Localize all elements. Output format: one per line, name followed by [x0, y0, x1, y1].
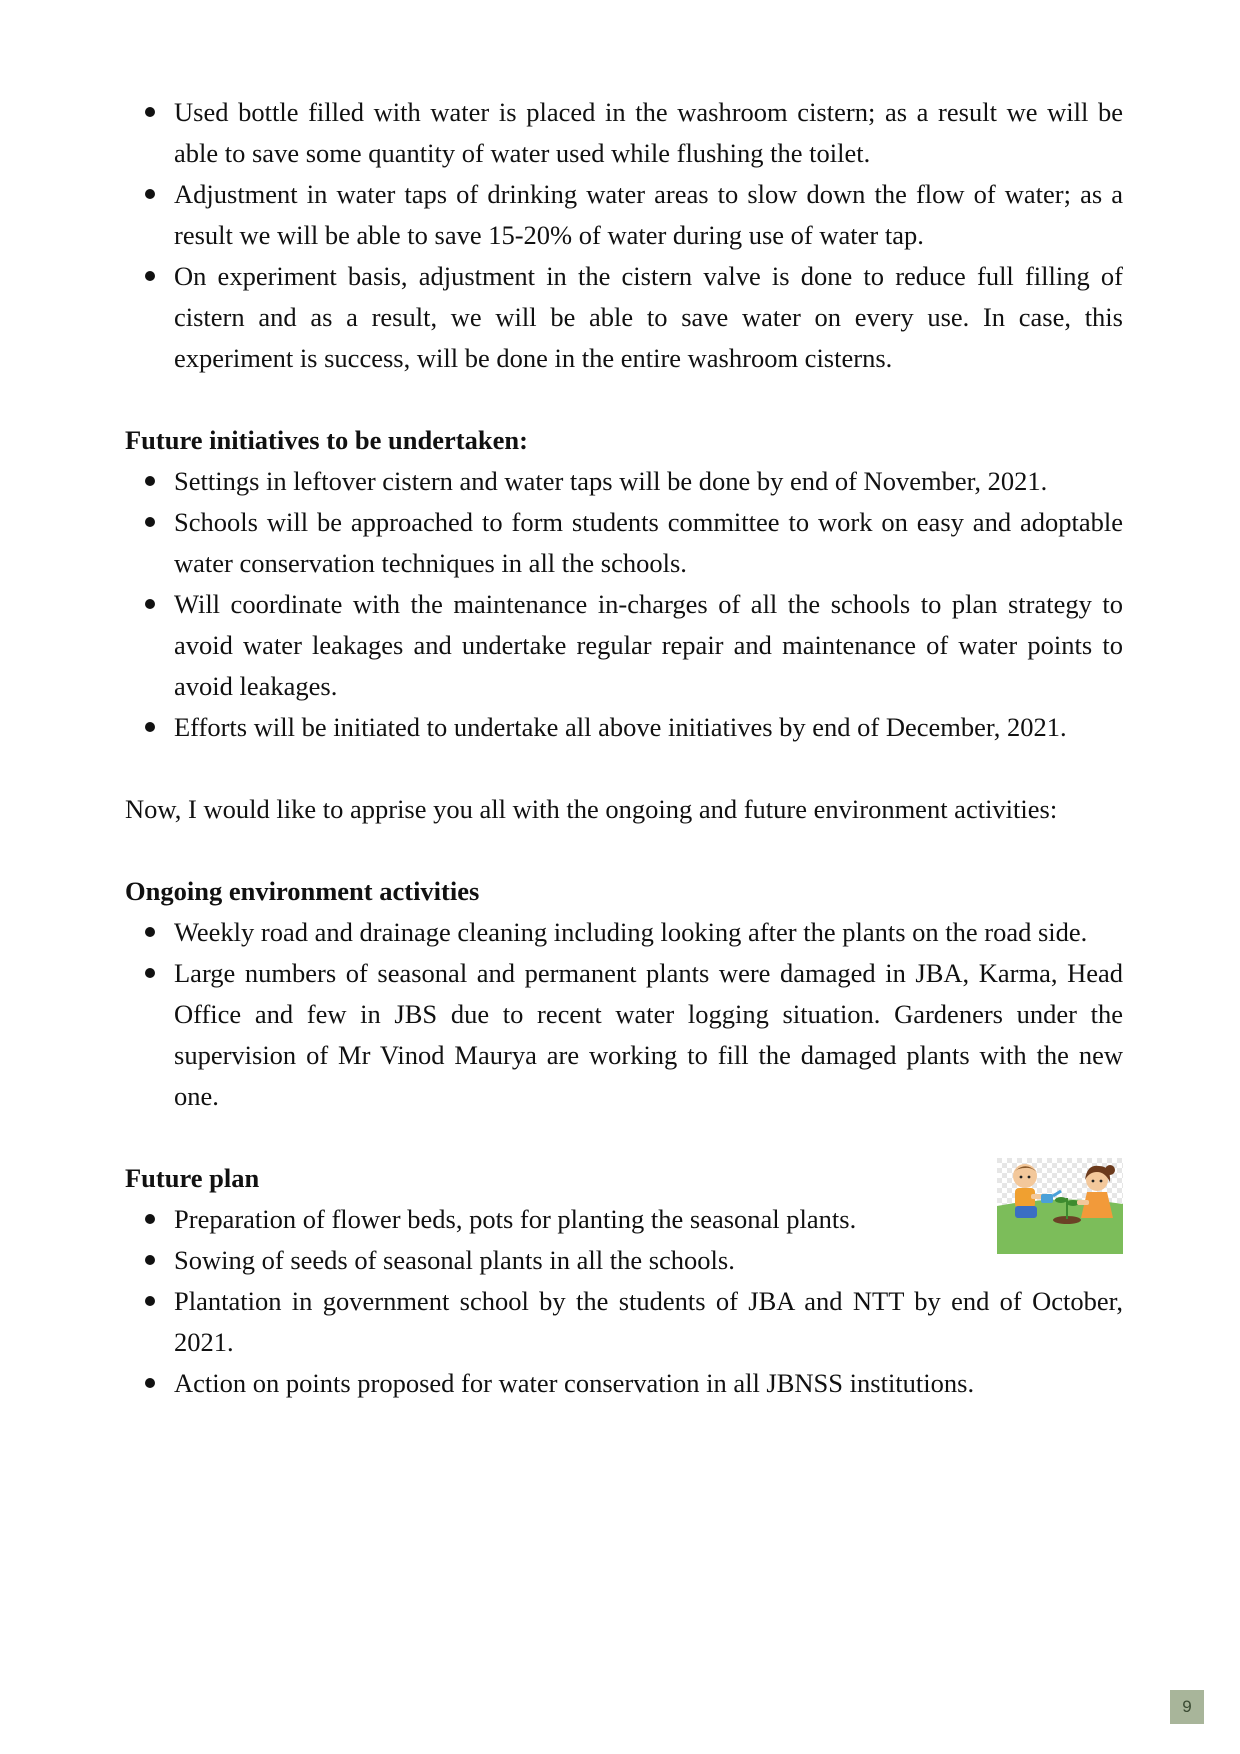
list-item-text: Large numbers of seasonal and permanent plants were damaged in JBA, Karma, Head Office and few in JBS due to recent water logging situation. Gardeners under the supervision of Mr Vinod Maurya are working to fill the damaged plants with the new one.: [174, 958, 1123, 1111]
future-plan-heading: Future plan: [125, 1163, 260, 1193]
list-item-text: Adjustment in water taps of drinking water areas to slow down the flow of water; as a result we will be able to save 15-20% of water during use of water tap.: [174, 179, 1123, 250]
list-item: [125, 953, 1123, 1117]
bullet-icon: [145, 968, 155, 978]
bullet-icon: [145, 271, 155, 281]
list-item-text: Action on points proposed for water conservation in all JBNSS institutions.: [174, 1368, 975, 1398]
bullet-icon: [145, 599, 155, 609]
list-item: [125, 256, 1123, 379]
list-item: [125, 584, 1123, 707]
list-item-text: Used bottle filled with water is placed in the washroom cistern; as a result we will be able to save some quantity of water used while flushing the toilet.: [174, 97, 1123, 168]
bullet-icon: [145, 107, 155, 117]
bullet-icon: [145, 1255, 155, 1265]
list-item: [125, 1199, 1123, 1240]
page-content: [125, 92, 1123, 1404]
list-item-text: Sowing of seeds of seasonal plants in all the schools.: [174, 1245, 735, 1275]
future-plan-list: [125, 1199, 1123, 1404]
future-initiatives-list: [125, 461, 1123, 748]
bullet-icon: [145, 476, 155, 486]
list-item-text: Weekly road and drainage cleaning including looking after the plants on the road side.: [174, 917, 1088, 947]
list-item-text: On experiment basis, adjustment in the cistern valve is done to reduce full filling of cistern and as a result, we will be able to save water on every use. In case, this experiment is success, will be done in the entire washroom cisterns.: [174, 261, 1123, 373]
list-item: [125, 92, 1123, 174]
ongoing-activities-list: [125, 912, 1123, 1117]
list-item-text: Efforts will be initiated to undertake all above initiatives by end of December, 2021.: [174, 712, 1067, 742]
list-item-text: Schools will be approached to form students committee to work on easy and adoptable water conservation techniques in all the schools.: [174, 507, 1123, 578]
ongoing-activities-heading: Ongoing environment activities: [125, 876, 480, 906]
list-item: [125, 707, 1123, 748]
list-item: [125, 1363, 1123, 1404]
list-item: [125, 461, 1123, 502]
list-item: [125, 502, 1123, 584]
bullet-icon: [145, 517, 155, 527]
transition-paragraph: Now, I would like to apprise you all with the ongoing and future environment activities:: [125, 794, 1058, 824]
bullet-icon: [145, 1214, 155, 1224]
list-item-text: Preparation of flower beds, pots for planting the seasonal plants.: [174, 1204, 857, 1234]
bullet-icon: [145, 722, 155, 732]
list-item: [125, 174, 1123, 256]
list-item: [125, 1281, 1123, 1363]
bullet-icon: [145, 927, 155, 937]
spacer: [125, 748, 1123, 789]
spacer: [125, 379, 1123, 420]
bullet-icon: [145, 189, 155, 199]
future-plan-section: [125, 1158, 1123, 1404]
list-item-text: Plantation in government school by the students of JBA and NTT by end of October, 2021.: [174, 1286, 1123, 1357]
list-item: [125, 912, 1123, 953]
future-initiatives-heading: Future initiatives to be undertaken:: [125, 425, 528, 455]
list-item: [125, 1240, 1123, 1281]
spacer: [125, 1117, 1123, 1158]
bullet-icon: [145, 1296, 155, 1306]
water-saving-list: [125, 92, 1123, 379]
list-item-text: Settings in leftover cistern and water taps will be done by end of November, 2021.: [174, 466, 1048, 496]
bullet-icon: [145, 1378, 155, 1388]
list-item-text: Will coordinate with the maintenance in-charges of all the schools to plan strategy to avoid water leakages and undertake regular repair and maintenance of water points to avoid leakages.: [174, 589, 1123, 701]
spacer: [125, 830, 1123, 871]
page-number: 9: [1170, 1690, 1204, 1724]
